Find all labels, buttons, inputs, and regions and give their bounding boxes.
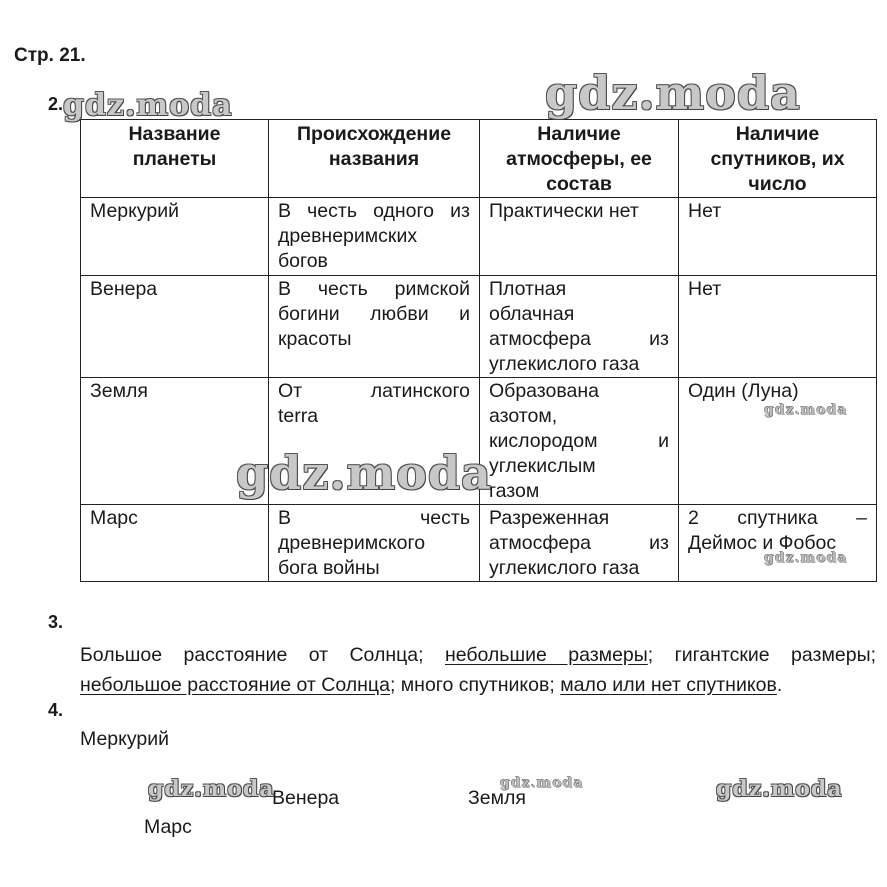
watermark: gdz.moda xyxy=(500,775,584,791)
planets-table xyxy=(80,119,877,582)
watermark: gdz.moda xyxy=(764,402,848,418)
cell-line: азотом, xyxy=(489,405,558,427)
cell-atmosphere xyxy=(480,198,679,276)
header-line: Происхождение xyxy=(296,123,452,145)
label-venus: Венера xyxy=(272,787,340,809)
cell-line: бога войны xyxy=(278,557,380,579)
task-3-number: 3. xyxy=(48,612,64,632)
watermark: gdz.moda xyxy=(63,88,233,123)
watermark: gdz.moda xyxy=(764,550,848,566)
cell-line: Образована xyxy=(489,380,599,402)
cell-line: облачная xyxy=(489,303,575,325)
cell-line: газом xyxy=(489,480,540,502)
watermark: gdz.moda xyxy=(716,776,843,802)
cell-line: Нет xyxy=(688,200,722,222)
label-mercury: Меркурий xyxy=(80,728,170,750)
header-line: Наличие xyxy=(735,123,820,145)
cell-line: Плотная xyxy=(489,278,567,300)
task-4-number: 4. xyxy=(48,700,64,720)
cell-line: Практически нет xyxy=(489,200,639,222)
cell-line: атмосфера из xyxy=(489,328,669,350)
cell-satellites xyxy=(679,505,877,582)
cell-origin xyxy=(269,505,480,582)
table-row-mercury xyxy=(81,198,877,276)
header-name-origin xyxy=(269,120,480,198)
cell-line: богини любви и xyxy=(278,303,470,325)
cell-line: Разреженная xyxy=(489,507,610,529)
header-line: спутников, их xyxy=(710,148,845,170)
header-line: атмосферы, ее xyxy=(506,148,652,170)
table-row-earth xyxy=(81,378,877,505)
planet-name: Венера xyxy=(90,278,158,300)
cell-atmosphere xyxy=(480,276,679,378)
header-line: планеты xyxy=(132,148,217,170)
cell-line: Деймос и Фобос xyxy=(688,532,837,554)
cell-origin xyxy=(269,378,480,505)
cell-planet xyxy=(81,198,269,276)
label-earth: Земля xyxy=(468,787,526,809)
planet-name: Марс xyxy=(90,507,138,529)
task-3-answer xyxy=(80,640,876,700)
header-line: число xyxy=(748,173,807,195)
cell-satellites xyxy=(679,198,877,276)
text-fragment: ; гигантские размеры; xyxy=(647,644,877,666)
cell-line: В честь одного из xyxy=(278,200,470,222)
cell-atmosphere xyxy=(480,378,679,505)
underlined-answer: небольшое расстояние от Солнца xyxy=(80,674,390,696)
cell-origin xyxy=(269,198,480,276)
cell-line: богов xyxy=(278,250,328,272)
header-line: названия xyxy=(328,148,420,170)
cell-atmosphere xyxy=(480,505,679,582)
cell-planet xyxy=(81,276,269,378)
underlined-answer: мало или нет спутников xyxy=(560,674,777,696)
table-row-venus xyxy=(81,276,877,378)
cell-line: В честь римской xyxy=(278,278,470,300)
cell-satellites xyxy=(679,378,877,505)
header-line: состав xyxy=(546,173,612,195)
task-3-line-2 xyxy=(80,670,876,700)
task-2-number: 2. xyxy=(48,94,64,114)
cell-satellites xyxy=(679,276,877,378)
header-line: Наличие xyxy=(537,123,621,145)
cell-line: кислородом и xyxy=(489,430,669,452)
cell-line: углекислым xyxy=(489,455,596,477)
text-fragment: Большое расстояние от Солнца; xyxy=(80,644,445,666)
cell-line: углекислого газа xyxy=(489,557,640,579)
cell-line: 2 спутника – xyxy=(688,507,867,529)
cell-line: От латинского xyxy=(278,380,470,402)
header-satellites xyxy=(679,120,877,198)
cell-origin xyxy=(269,276,480,378)
task-3-line-1 xyxy=(80,640,876,670)
planet-name: Земля xyxy=(90,380,148,402)
cell-planet xyxy=(81,378,269,505)
cell-line: Один (Луна) xyxy=(688,380,799,402)
cell-line: В честь xyxy=(278,507,470,529)
page-heading: Стр. 21. xyxy=(14,45,86,66)
cell-line: углекислого газа xyxy=(489,353,640,375)
watermark: gdz.moda xyxy=(545,66,801,120)
text-fragment: ; много спутников; xyxy=(389,674,561,696)
planet-name: Меркурий xyxy=(90,200,180,222)
watermark: gdz.moda xyxy=(236,446,492,500)
underlined-answer: небольшие размеры xyxy=(444,644,648,666)
watermark: gdz.moda xyxy=(148,776,275,802)
text-fragment: . xyxy=(776,674,783,696)
header-line: Название xyxy=(128,123,221,145)
table-row-mars xyxy=(81,505,877,582)
cell-line: древнеримского xyxy=(278,532,426,554)
table-header-row xyxy=(81,120,877,198)
cell-line: красоты xyxy=(278,328,352,350)
header-atmosphere xyxy=(480,120,679,198)
cell-line: атмосфера из xyxy=(489,532,669,554)
cell-line: terra xyxy=(278,405,319,427)
cell-line: Нет xyxy=(688,278,722,300)
label-mars: Марс xyxy=(144,816,192,838)
cell-line: древнеримских xyxy=(278,225,418,247)
header-planet-name xyxy=(81,120,269,198)
cell-planet xyxy=(81,505,269,582)
